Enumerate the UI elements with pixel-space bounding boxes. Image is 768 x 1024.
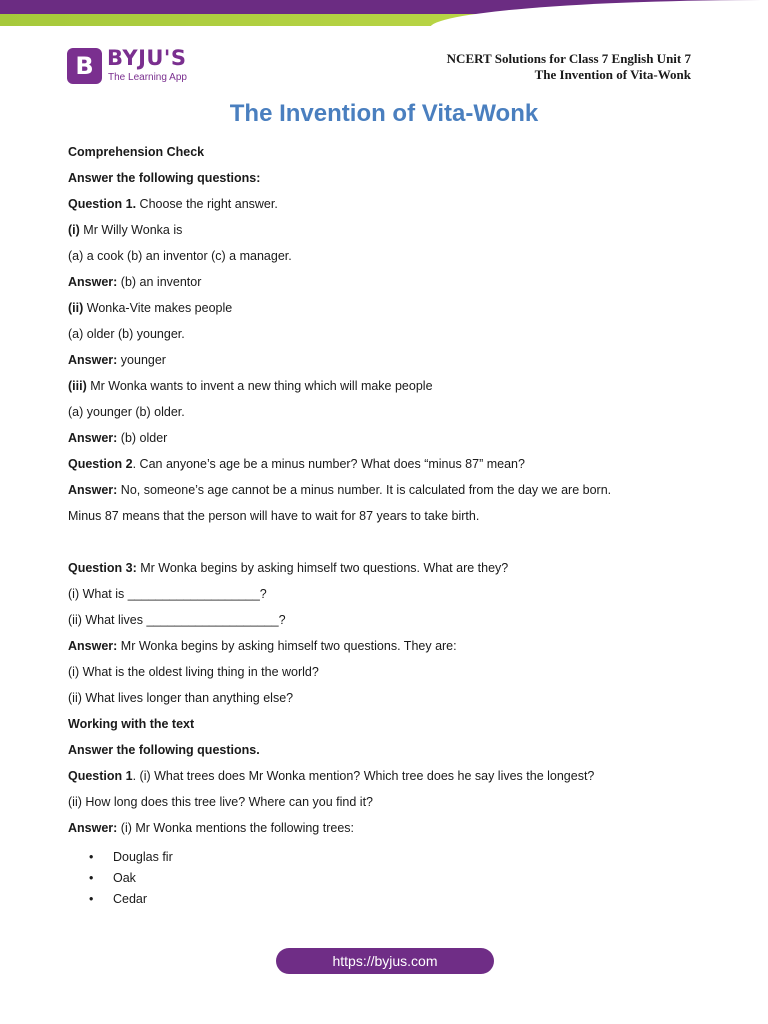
header-line-1: NCERT Solutions for Class 7 English Unit 7 (446, 51, 691, 66)
answer-text: (b) an inventor (117, 275, 202, 289)
answer-label: Answer: (68, 353, 118, 367)
list-item-text: Douglas fir (113, 850, 173, 864)
logo-tagline: The Learning App (108, 72, 187, 83)
bullet-icon: • (89, 892, 94, 906)
answer-continued: Minus 87 means that the person will have to wait for 87 years to take birth. (68, 509, 480, 523)
question (68, 555, 708, 581)
tree-list (68, 847, 708, 910)
section-heading: Comprehension Check (68, 145, 205, 159)
bullet-icon: • (89, 871, 94, 885)
sub-question-text: Mr Willy Wonka is (79, 223, 183, 237)
question-text: Mr Wonka begins by asking himself two questions. What are they? (136, 561, 509, 575)
question-label: Question 1. (68, 197, 137, 211)
sub-question-label: (iii) (68, 379, 87, 393)
list-item (68, 868, 708, 889)
question-text: Choose the right answer. (136, 197, 278, 211)
list-item (68, 847, 708, 868)
instruction: Answer the following questions: (68, 171, 261, 185)
byjus-logo[interactable] (67, 46, 207, 86)
question-text: . (i) What trees does Mr Wonka mention? Which tree does he say lives the longest? (132, 769, 595, 783)
answer (68, 347, 708, 373)
question-label: Question 1 (68, 769, 133, 783)
answer-text: No, someone’s age cannot be a minus number. It is calculated from the day we are born. (117, 483, 612, 497)
options: (a) younger (b) older. (68, 405, 185, 419)
sub-question-text: Wonka-Vite makes people (83, 301, 233, 315)
question (68, 763, 708, 789)
header-line-2: The Invention of Vita-Wonk (534, 67, 691, 82)
fill-in-blank: (i) What is ___________________? (68, 587, 267, 601)
options: (a) older (b) younger. (68, 327, 185, 341)
spacer (68, 529, 708, 555)
bullet-icon: • (89, 850, 94, 864)
logo-badge-icon: B (67, 48, 102, 84)
answer-item: (i) What is the oldest living thing in the world? (68, 665, 319, 679)
answer-text: younger (117, 353, 166, 367)
answer (68, 633, 708, 659)
question-label: Question 3: (68, 561, 137, 575)
footer-url-link[interactable]: https://byjus.com (276, 948, 494, 974)
document-header (447, 51, 691, 83)
answer (68, 269, 708, 295)
sub-question-label: (i) (68, 223, 80, 237)
sub-question-text: Mr Wonka wants to invent a new thing which will make people (86, 379, 433, 393)
sub-question (68, 373, 708, 399)
sub-question-label: (ii) (68, 301, 84, 315)
answer-item: (ii) What lives longer than anything else? (68, 691, 294, 705)
options: (a) a cook (b) an inventor (c) a manager. (68, 249, 292, 263)
list-item (68, 889, 708, 910)
page-title: The Invention of Vita-Wonk (229, 100, 539, 127)
fill-in-blank: (ii) What lives ___________________? (68, 613, 286, 627)
answer-label: Answer: (68, 821, 118, 835)
top-decorative-band (0, 0, 768, 26)
section-heading: Working with the text (68, 717, 195, 731)
list-item-text: Cedar (113, 892, 148, 906)
answer-label: Answer: (68, 483, 118, 497)
answer (68, 477, 708, 503)
sub-question (68, 295, 708, 321)
document-body (68, 139, 708, 910)
instruction: Answer the following questions. (68, 743, 260, 757)
question (68, 451, 708, 477)
answer-text: (i) Mr Wonka mentions the following trees: (117, 821, 354, 835)
answer-text: (b) older (117, 431, 168, 445)
answer-label: Answer: (68, 275, 118, 289)
question (68, 191, 708, 217)
answer (68, 425, 708, 451)
logo-name: BYJU'S (107, 46, 187, 70)
answer-label: Answer: (68, 639, 118, 653)
answer-label: Answer: (68, 431, 118, 445)
question-label: Question 2 (68, 457, 133, 471)
question-text: . Can anyone’s age be a minus number? What does “minus 87” mean? (132, 457, 525, 471)
sub-question: (ii) How long does this tree live? Where can you find it? (68, 795, 374, 809)
sub-question (68, 217, 708, 243)
answer-text: Mr Wonka begins by asking himself two questions. They are: (117, 639, 457, 653)
answer (68, 815, 708, 841)
list-item-text: Oak (113, 871, 136, 885)
